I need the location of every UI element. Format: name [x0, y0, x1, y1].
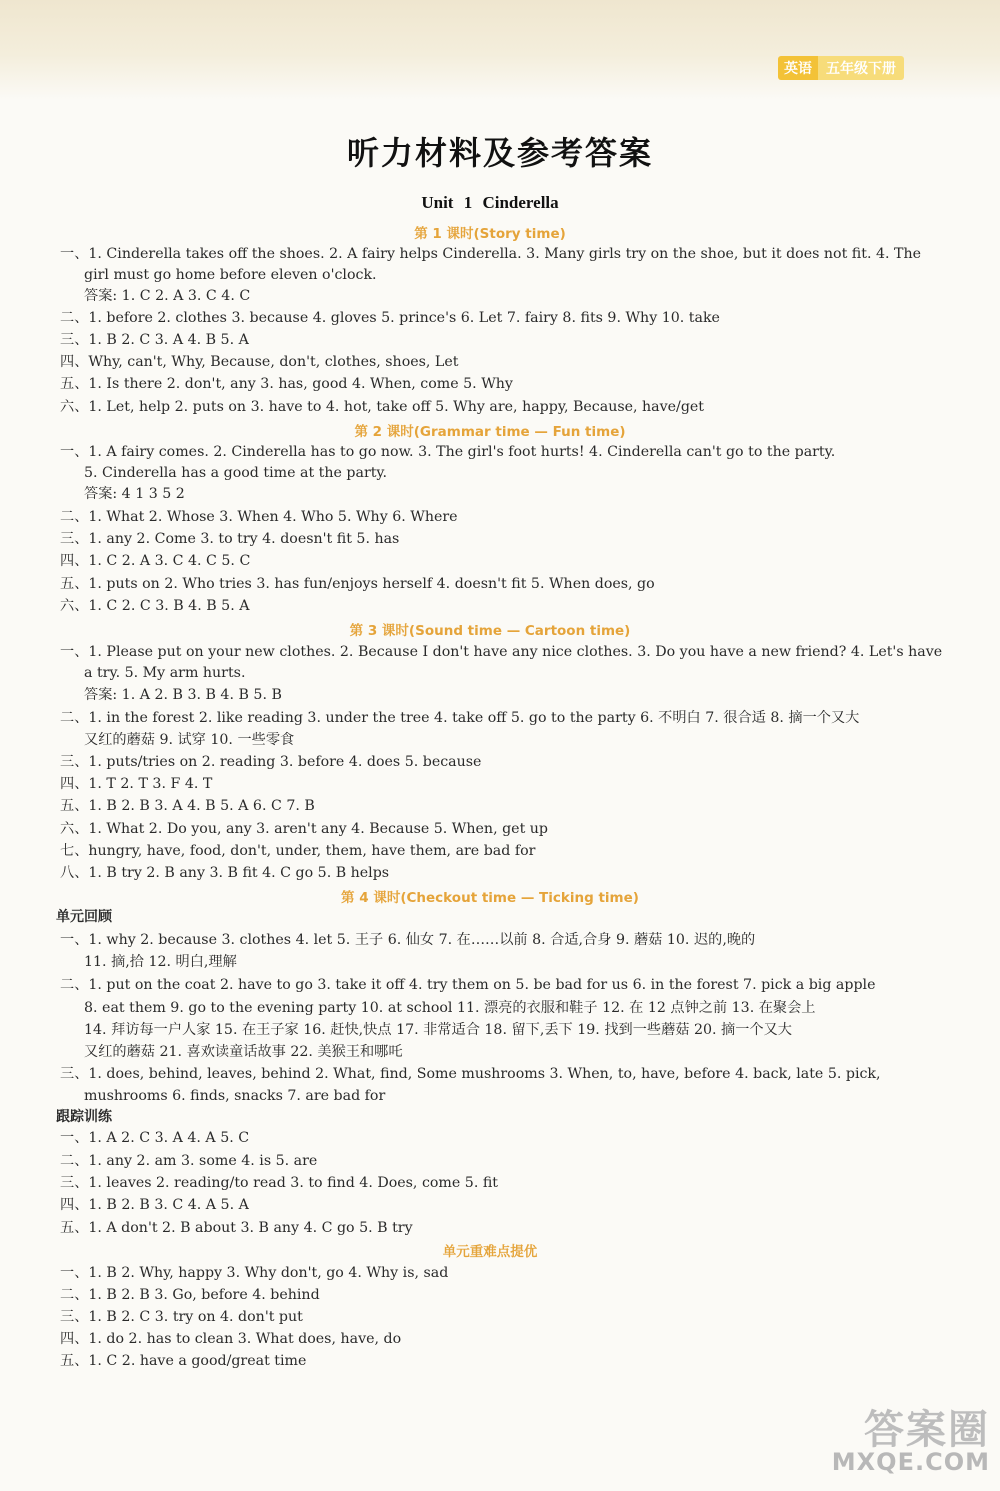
watermark-url: MXQE.COM	[831, 1448, 990, 1476]
answer-line: 14. 拜访每一户人家 15. 在王子家 16. 赶快,快点 17. 非常适合 18. 留下,丢下 19. 找到一些蘑菇 20. 摘一个又大	[84, 1022, 792, 1038]
page-title: 听力材料及参考答案	[346, 134, 653, 172]
section-tracking: 跟踪训练	[56, 1109, 112, 1125]
answer-line: 8. eat them 9. go to the evening party 10. at school 11. 漂亮的衣服和鞋子 12. 在 12 点钟之前 13. 在聚会上	[84, 1000, 816, 1016]
answer-line: 六、1. Let, help 2. puts on 3. have to 4. hot, take off 5. Why are, happy, Because, have/get	[60, 399, 705, 415]
answer-line: 二、1. in the forest 2. like reading 3. under the tree 4. take off 5. go to the party 6. 不明白 7. 很合适 8. 摘一个又大	[60, 710, 860, 726]
answer-line: mushrooms 6. finds, snacks 7. are bad for	[84, 1088, 386, 1104]
answer-line: 五、1. A don't 2. B about 3. B any 4. C go 5. B try	[60, 1220, 413, 1236]
section-key-points: 单元重难点提优	[442, 1244, 538, 1260]
answer-line: 三、1. any 2. Come 3. to try 4. doesn't fit 5. has	[60, 531, 400, 547]
answer-line: 一、1. Please put on your new clothes. 2. Because I don't have any nice clothes. 3. Do you have a new friend? 4. Let's have	[60, 644, 943, 660]
answer-line: 答案: 4 1 3 5 2	[84, 486, 185, 502]
answer-line: 11. 摘,拾 12. 明白,理解	[84, 954, 237, 970]
answer-line: 5. Cinderella has a good time at the party.	[84, 465, 388, 481]
answer-line: 四、1. T 2. T 3. F 4. T	[60, 776, 213, 792]
answer-line: 五、1. Is there 2. don't, any 3. has, good 4. When, come 5. Why	[60, 376, 513, 392]
watermark-logo-text: 答案圈	[864, 1407, 990, 1453]
answer-line: 一、1. A fairy comes. 2. Cinderella has to go now. 3. The girl's foot hurts! 4. Cinderella can't go to the party.	[60, 444, 836, 460]
answer-line: 四、1. B 2. B 3. C 4. A 5. A	[60, 1197, 249, 1213]
answer-line: 又红的蘑菇 9. 试穿 10. 一些零食	[84, 732, 295, 748]
answer-line: 一、1. A 2. C 3. A 4. A 5. C	[60, 1130, 250, 1146]
answer-line: 四、1. C 2. A 3. C 4. C 5. C	[60, 553, 251, 569]
section-lesson-1: 第 1 课时(Story time)	[414, 226, 566, 242]
watermark	[810, 1398, 990, 1486]
answer-line: 四、1. do 2. has to clean 3. What does, have, do	[60, 1331, 402, 1347]
section-lesson-4: 第 4 课时(Checkout time — Ticking time)	[341, 890, 639, 906]
answer-line: 二、1. put on the coat 2. have to go 3. take it off 4. try them on 5. be bad for us 6. in the forest 7. pick a big apple	[60, 977, 876, 993]
page-header-band	[0, 0, 1000, 100]
subject-tag: 英语	[778, 56, 818, 80]
answer-line: 三、1. B 2. C 3. try on 4. don't put	[60, 1309, 303, 1325]
answer-line: a try. 5. My arm hurts.	[84, 665, 246, 681]
section-lesson-3: 第 3 课时(Sound time — Cartoon time)	[349, 623, 631, 639]
answer-line: 六、1. C 2. C 3. B 4. B 5. A	[60, 598, 250, 614]
grade-tag	[778, 56, 904, 80]
section-lesson-2: 第 2 课时(Grammar time — Fun time)	[354, 424, 626, 440]
answer-line: 六、1. What 2. Do you, any 3. aren't any 4. Because 5. When, get up	[60, 821, 548, 837]
answer-line: 八、1. B try 2. B any 3. B fit 4. C go 5. B helps	[60, 865, 390, 881]
answer-line: 四、Why, can't, Why, Because, don't, clothes, shoes, Let	[60, 354, 459, 370]
unit-title: Unit 1 Cinderella	[421, 193, 559, 212]
answer-line: girl must go home before eleven o'clock.	[84, 267, 377, 283]
section-unit-review: 单元回顾	[56, 909, 112, 925]
answer-line: 三、1. does, behind, leaves, behind 2. What, find, Some mushrooms 3. When, to, have, before 4. back, late 5. pick,	[60, 1066, 881, 1082]
answer-line: 二、1. any 2. am 3. some 4. is 5. are	[60, 1153, 318, 1169]
answer-line: 二、1. What 2. Whose 3. When 4. Who 5. Why 6. Where	[60, 509, 458, 525]
answer-line: 又红的蘑菇 21. 喜欢读童话故事 22. 美猴王和哪吒	[84, 1044, 403, 1060]
answer-line: 答案: 1. C 2. A 3. C 4. C	[84, 288, 251, 304]
answer-line: 二、1. before 2. clothes 3. because 4. gloves 5. prince's 6. Let 7. fairy 8. fits 9. Why 10. take	[60, 310, 720, 326]
answer-line: 一、1. B 2. Why, happy 3. Why don't, go 4. Why is, sad	[60, 1265, 449, 1281]
answer-line: 七、hungry, have, food, don't, under, them, have them, are bad for	[60, 843, 536, 859]
answer-line: 五、1. puts on 2. Who tries 3. has fun/enjoys herself 4. doesn't fit 5. When does, go	[60, 576, 655, 592]
grade-label: 五年级下册	[818, 56, 904, 80]
answer-line: 三、1. puts/tries on 2. reading 3. before 4. does 5. because	[60, 754, 482, 770]
answer-line: 五、1. C 2. have a good/great time	[60, 1353, 307, 1369]
answer-line: 一、1. why 2. because 3. clothes 4. let 5. 王子 6. 仙女 7. 在……以前 8. 合适,合身 9. 蘑菇 10. 迟的,晚的	[60, 932, 756, 948]
answer-line: 二、1. B 2. B 3. Go, before 4. behind	[60, 1287, 320, 1303]
answer-line: 答案: 1. A 2. B 3. B 4. B 5. B	[84, 687, 282, 703]
answer-line: 一、1. Cinderella takes off the shoes. 2. A fairy helps Cinderella. 3. Many girls try on the shoe, but it does not fit. 4. The	[60, 246, 922, 262]
answer-line: 三、1. leaves 2. reading/to read 3. to find 4. Does, come 5. fit	[60, 1175, 499, 1191]
answer-line: 五、1. B 2. B 3. A 4. B 5. A 6. C 7. B	[60, 798, 315, 814]
answer-line: 三、1. B 2. C 3. A 4. B 5. A	[60, 332, 249, 348]
